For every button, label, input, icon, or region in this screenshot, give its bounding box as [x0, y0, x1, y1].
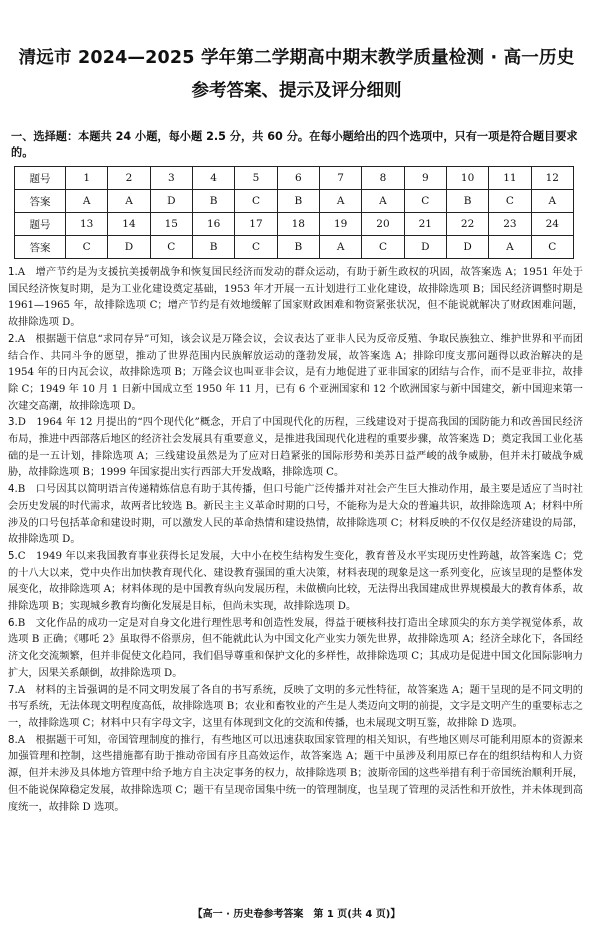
- item-text: A 材料的主旨强调的是不同文明发展了各自的书写系统，反映了文明的多元性特征，故答案选 A；题干呈现的是不同文明的书写系统，无法体现文明程度高低，故排除选项 B；农业和畜牧业的产生是人类迈向文明的前提，文字是文明产生的重要标志之一，故排除选项 C；材料中只有字母文字，这里有体现到文化的交流和传播，也未展现文明互鉴，故排除 D 选项。: [8, 684, 583, 729]
- question-number-cell: 18: [277, 213, 319, 236]
- question-number-cell: 24: [531, 213, 573, 236]
- answer-cell: D: [404, 236, 446, 259]
- item-number: 5.: [8, 550, 18, 562]
- question-number-cell: 19: [319, 213, 361, 236]
- answer-cell: C: [235, 190, 277, 213]
- answer-cell: B: [277, 236, 319, 259]
- answer-label: 答案: [15, 236, 66, 259]
- item-number: 1.: [8, 267, 18, 278]
- answer-row: [15, 190, 574, 213]
- explanation-item: [8, 332, 583, 416]
- answer-cell: C: [531, 236, 573, 259]
- item-number: 4.: [8, 484, 18, 496]
- section-heading: 一、选择题：本题共 24 小题，每小题 2.5 分，共 60 分。在每小题给出的四个选项中，只有一项是符合题目要求的。: [11, 130, 578, 159]
- question-number-cell: 8: [362, 167, 404, 190]
- question-number-row: [15, 167, 574, 190]
- answer-cell: A: [66, 190, 108, 213]
- answer-cell: D: [108, 236, 150, 259]
- answer-cell: C: [235, 236, 277, 259]
- question-number-cell: 17: [235, 213, 277, 236]
- item-number: 2.: [8, 333, 18, 345]
- question-number-cell: 15: [150, 213, 192, 236]
- item-number: 3.: [8, 417, 18, 429]
- answer-cell: B: [192, 236, 234, 259]
- question-number-label: 题号: [15, 167, 66, 190]
- item-text: C 1949 年以来我国教育事业获得长足发展，大中小在校生结构发生变化，教育普及水平实现历史性跨越，故答案选 C；党的十八大以来，党中央作出加快教育现代化、建设教育强国的重大决策，材料表现的现象是这一系列变化，应该呈现的是整体发展变化，故排除选项 A；材料体现的是中国教育纵向发展历程，未做横向比较，无法得出我国建成世界规模最大的教育体系，故排除选项 B；实现城乡教育均衡化发展是目标，但尚未实现，故排除选项 D。: [8, 550, 583, 613]
- question-number-cell: 20: [362, 213, 404, 236]
- question-number-cell: 16: [192, 213, 234, 236]
- question-number-cell: 22: [446, 213, 488, 236]
- item-text: A 根据题干信息“求同存异”可知，该会议是万隆会议，会议表达了亚非人民为反帝反殖、争取民族独立、维护世界和平而团结合作、共同斗争的愿望，推动了世界范围内民族解放运动的蓬勃发展，故答案选 A；排除印度支那问题得以政治解决的是 1954 年的日内瓦会议，故排除选项 B；万隆会议也叫亚非会议，是有力地促进了亚非国家的团结与合作，而不是亚非拉，故排除 C；1949 年 10 月 1 日新中国成立至 1950 年 11 月，已有 6 个亚洲国家和 12 个欧洲国家与新中国建交，新中国迎来第一次建交高潮，故排除选项 D。: [8, 333, 583, 412]
- answer-cell: C: [489, 190, 531, 213]
- answer-cell: C: [362, 236, 404, 259]
- question-number-cell: 2: [108, 167, 150, 190]
- question-number-cell: 11: [489, 167, 531, 190]
- question-number-cell: 14: [108, 213, 150, 236]
- item-text: D 1964 年 12 月提出的“四个现代化”概念，开启了中国现代化的历程，三线建设对于提高我国的国防能力和改善国民经济布局，推进中西部落后地区的经济社会发展具有重要意义，是推进我国现代化进程的重要步骤，故答案选 D；奠定我国工业化基础的是一五计划，排除选项 A；三线建设虽然是为了应对日趋紧张的国际形势和美苏日益严峻的战争威胁，但并未打破战争威胁，故排除选项 B；1999 年国家提出实行西部大开发战略，排除选项 C。: [8, 417, 583, 479]
- question-number-cell: 7: [319, 167, 361, 190]
- item-text: B 口号因其以简明语言传递精炼信息有助于其传播，但口号能广泛传播并对社会产生巨大推动作用，最主要是适应了当时社会历史发展的时代需求，故两者比较选 B。新民主主义革命时期的口号，不能称为是大众的普遍共识，故排除选项 A；材料中所涉及的口号包括革命和建设时期，可以激发人民的革命热情和建设热情，故排除选项 C；材料反映的不仅仅是经济建设的局部，故排除选项 D。: [8, 484, 583, 546]
- explanation-item: [8, 683, 583, 733]
- answer-cell: A: [531, 190, 573, 213]
- question-number-cell: 13: [66, 213, 108, 236]
- question-number-cell: 12: [531, 167, 573, 190]
- answer-cell: A: [489, 236, 531, 259]
- page-title: 清远市 2024—2025 学年第二学期高中期末教学质量检测 · 高一历史: [18, 48, 575, 68]
- answer-cell: A: [362, 190, 404, 213]
- item-number: 8.: [8, 734, 18, 746]
- answer-cell: A: [319, 190, 361, 213]
- explanation-item: [8, 265, 583, 332]
- page-footer: 【高一 · 历史卷参考答案 第 1 页(共 4 页)】: [192, 909, 401, 920]
- answer-table: [14, 166, 574, 259]
- question-number-cell: 21: [404, 213, 446, 236]
- explanation-list: [8, 265, 583, 816]
- item-text: A 增产节约是为支援抗美援朝战争和恢复国民经济而发动的群众运动，有助于新生政权的巩固，故答案选 A；1951 年处于国民经济恢复时期，是为工业化建设奠定基础，1953 年才开展一五计划进行工业化建设，故排除选项 B；国民经济调整时期是 1961—1965 年，故排除选项 C；增产节约是有效地缓解了国家财政困难和物资紧张状况，但不能说就解决了财政困难问题，故排除选项 D。: [8, 267, 583, 329]
- question-number-cell: 5: [235, 167, 277, 190]
- item-text: B 文化作品的成功一定是对自身文化进行理性思考和创造性发展，得益于硬核科技打造出全球顶尖的东方美学视觉体系，故选项 B 正确；《哪吒 2》虽取得不俗票房，但不能就此认为中国文化产业实力领先世界，故排除选项 A；经济全球化下，各国经济文化交流频繁，但并非促使文化趋同，我们倡导尊重和保护文化的多样性，故排除选项 C；其成功是促进中国文化国际影响力扩大，因果关系颠倒，故排除选项 D。: [8, 617, 583, 679]
- question-number-cell: 4: [192, 167, 234, 190]
- item-text: A 根据题干可知，帝国管理制度的推行，有些地区可以迅速获取国家管理的相关知识，有些地区则尽可能利用原本的资源来加强管理和控制，这些措施都有助于推动帝国有序且高效运作，故答案选 A；题干中虽涉及利用原已存在的组织结构和人力资源，但并未涉及具体地方管理中给予地方自主决定事务的权力，故排除选项 B；波斯帝国的这些举措有利于帝国统治顺利开展，但不能说保障稳定发展，故排除选项 C；题干有呈现帝国集中统一的管理制度，也呈现了管理的灵活性和开放性，并未体现到高度统一，故排除 D 选项。: [8, 734, 583, 813]
- answer-cell: C: [150, 236, 192, 259]
- question-number-cell: 10: [446, 167, 488, 190]
- answer-cell: A: [108, 190, 150, 213]
- answer-row: [15, 236, 574, 259]
- question-number-cell: 1: [66, 167, 108, 190]
- answer-cell: D: [150, 190, 192, 213]
- page-subtitle: 参考答案、提示及评分细则: [191, 81, 402, 101]
- answer-cell: B: [277, 190, 319, 213]
- question-number-cell: 23: [489, 213, 531, 236]
- question-number-cell: 3: [150, 167, 192, 190]
- answer-cell: C: [404, 190, 446, 213]
- item-number: 7.: [8, 684, 18, 696]
- answer-cell: D: [446, 236, 488, 259]
- answer-label: 答案: [15, 190, 66, 213]
- answer-cell: A: [319, 236, 361, 259]
- answer-cell: C: [66, 236, 108, 259]
- question-number-label: 题号: [15, 213, 66, 236]
- explanation-item: [8, 549, 583, 616]
- explanation-item: [8, 482, 583, 549]
- question-number-cell: 9: [404, 167, 446, 190]
- answer-cell: B: [446, 190, 488, 213]
- explanation-item: [8, 616, 583, 683]
- question-number-row: [15, 213, 574, 236]
- answer-cell: B: [192, 190, 234, 213]
- explanation-item: [8, 415, 583, 482]
- item-number: 6.: [8, 617, 18, 629]
- question-number-cell: 6: [277, 167, 319, 190]
- explanation-item: [8, 733, 583, 817]
